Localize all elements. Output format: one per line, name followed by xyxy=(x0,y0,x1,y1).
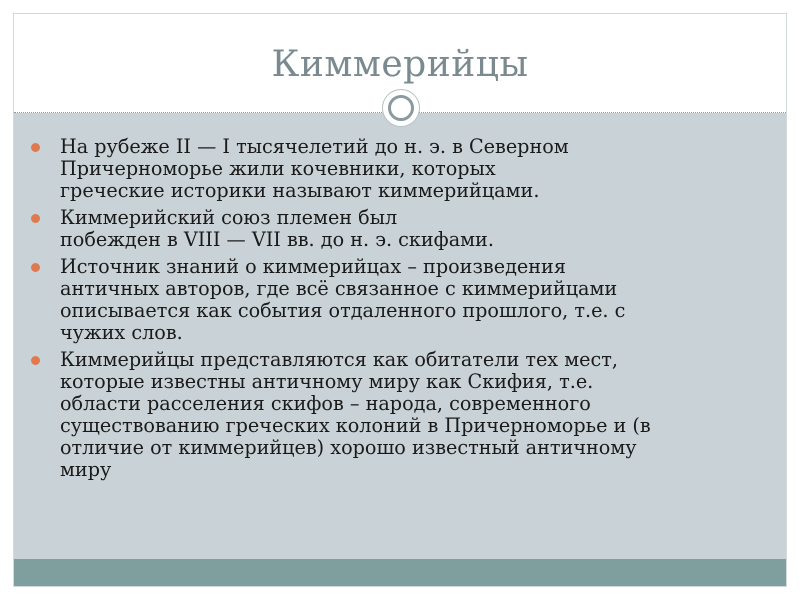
bullet-dot-icon xyxy=(31,143,40,152)
bullet-item xyxy=(14,136,786,202)
bullet-line: побежден в VIII — VII вв. до н. э. скифами. xyxy=(60,228,494,251)
bullet-line: чужих слов. xyxy=(60,321,183,344)
bullet-line: миру xyxy=(60,458,112,481)
bullet-line: области расселения скифов – народа, современного xyxy=(60,392,591,415)
bullet-item xyxy=(14,349,786,481)
footer-bar xyxy=(14,559,786,586)
bullet-line: греческие историки называют киммерийцами. xyxy=(60,179,540,202)
bullet-line: Киммерийцы представляются как обитатели тех мест, xyxy=(60,348,618,371)
bullet-line: которые известны античному миру как Скифия, т.е. xyxy=(60,370,594,393)
bullet-dot-icon xyxy=(31,356,40,365)
bullet-line: Киммерийский союз племен был xyxy=(60,206,398,229)
bullet-item xyxy=(14,207,786,251)
ring-inner-circle xyxy=(388,95,414,121)
slide-title: Киммерийцы xyxy=(271,44,529,85)
slide xyxy=(13,13,787,587)
bullet-item xyxy=(14,256,786,344)
bullet-dot-icon xyxy=(31,263,40,272)
bullet-line: Причерноморье жили кочевники, которых xyxy=(60,157,496,180)
bullet-line: описывается как события отдаленного прошлого, т.е. с xyxy=(60,299,626,322)
bullet-line: античных авторов, где всё связанное с киммерийцами xyxy=(60,277,618,300)
bullet-line: Источник знаний о киммерийцах – произведения xyxy=(60,255,566,278)
bullet-line: существованию греческих колоний в Причерноморье и (в xyxy=(60,414,651,437)
bullet-line: На рубеже II — I тысячелетий до н. э. в Северном xyxy=(60,135,569,158)
bullet-list xyxy=(14,136,786,486)
ring-icon xyxy=(382,89,420,127)
bullet-line: отличие от киммерийцев) хорошо известный античному xyxy=(60,436,637,459)
bullet-dot-icon xyxy=(31,214,40,223)
